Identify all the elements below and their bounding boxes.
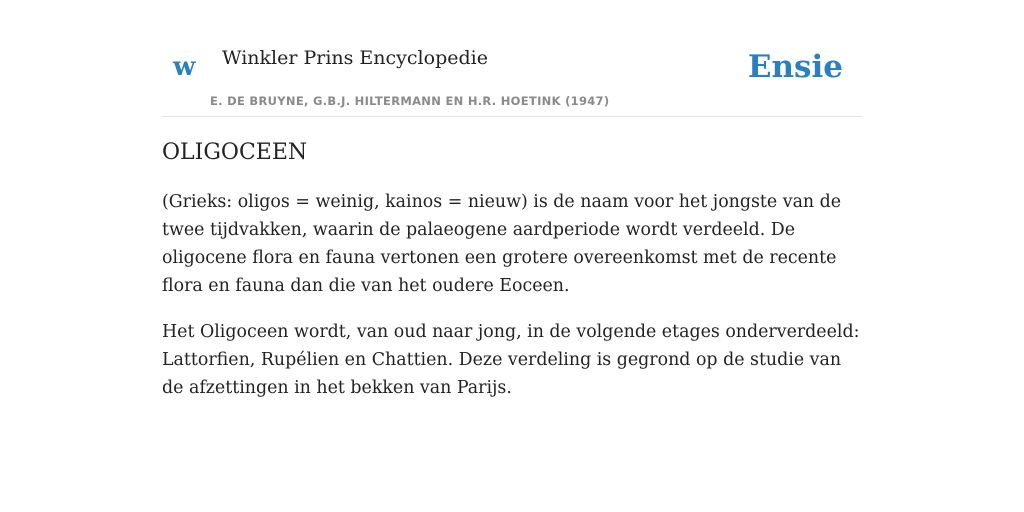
winkler-prins-logo[interactable]: w: [173, 52, 196, 82]
encyclopedia-authors: E. DE BRUYNE, G.B.J. HILTERMANN EN H.R. HOETINK (1947): [210, 94, 610, 108]
article-title: OLIGOCEEN: [162, 140, 308, 165]
ensie-logo-link[interactable]: Ensie: [747, 49, 843, 85]
article-paragraph: (Grieks: oligos = weinig, kainos = nieuw) is de naam voor het jongste van de twee tijdvakken, waarin de palaeogene aardperiode wordt verdeeld. De oligocene flora en fauna vertonen een grotere overeenkomst met de recente flora en fauna dan die van het oudere Eoceen.: [162, 192, 842, 297]
article: [162, 140, 862, 420]
encyclopedia-header: [162, 40, 862, 117]
article-paragraph: Het Oligoceen wordt, van oud naar jong, in de volgende etages onderverdeeld: Lattorfien, Rupélien en Chattien. Deze verdeling is gegrond op de studie van de afzettingen in het bekken van Parijs.: [162, 322, 860, 399]
encyclopedia-title[interactable]: Winkler Prins Encyclopedie: [222, 47, 488, 69]
